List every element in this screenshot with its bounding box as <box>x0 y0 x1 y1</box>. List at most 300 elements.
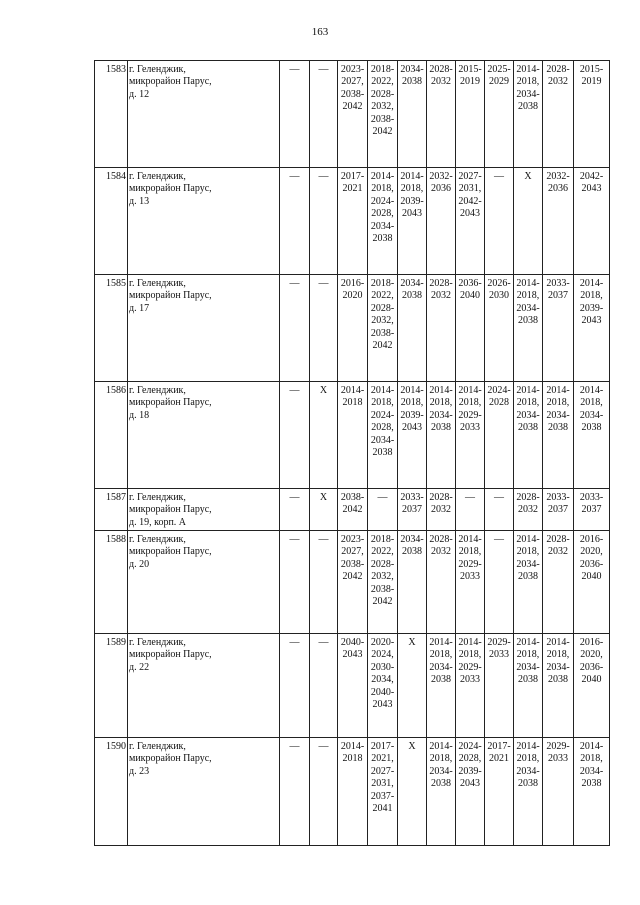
period-value: 2033 <box>489 649 509 661</box>
period-value: 2018, <box>580 753 603 765</box>
period-value: 2014- <box>546 637 570 648</box>
period-value: 2018, <box>516 290 540 302</box>
table-row <box>95 61 610 168</box>
period-value: 2022, <box>371 76 394 88</box>
period-value: 2018, <box>580 290 603 302</box>
period-value: 2031, <box>371 778 394 790</box>
period-value: 2038 <box>518 778 538 790</box>
housing-repair-table <box>94 60 610 846</box>
period-cell <box>338 531 368 634</box>
period-value: 2014- <box>340 385 365 396</box>
period-value: 2032 <box>518 504 538 516</box>
address-cell <box>128 382 280 489</box>
period-value: 2023- <box>340 534 365 545</box>
period-value: 2018, <box>546 397 570 409</box>
table-row <box>95 275 610 382</box>
period-value: 2036 <box>548 183 568 195</box>
period-cell <box>485 61 514 168</box>
period-value: 2029- <box>546 741 570 752</box>
period-value: 2032, <box>371 101 394 113</box>
period-value: 2033- <box>546 278 570 289</box>
period-cell <box>514 531 543 634</box>
period-value: 2038- <box>340 492 365 503</box>
address-line: г. Геленджик, <box>129 64 186 75</box>
period-cell <box>368 489 398 531</box>
period-value: 2029 <box>489 76 509 88</box>
period-value: 2034- <box>400 534 424 545</box>
address-line: микрорайон Парус, <box>129 649 212 661</box>
period-value: 2034- <box>400 64 424 75</box>
period-cell <box>427 489 456 531</box>
period-cell <box>310 738 338 846</box>
row-number: 1583 <box>95 61 128 168</box>
period-value: 2042 <box>372 126 393 138</box>
period-value: 2040- <box>370 686 395 698</box>
table-row <box>95 634 610 738</box>
period-value: 2040 <box>581 674 602 686</box>
address-line: г. Геленджик, <box>129 385 186 396</box>
period-value: 2032- <box>429 171 453 182</box>
address-line: микрорайон Парус, <box>129 397 212 409</box>
period-value: 2038 <box>402 290 422 302</box>
period-value: — <box>494 492 504 503</box>
period-value: 2036- <box>458 278 482 289</box>
period-value: 2014- <box>516 637 540 648</box>
period-value: 2014- <box>400 385 424 396</box>
period-cell <box>310 275 338 382</box>
period-cell <box>574 168 610 275</box>
period-value: — <box>318 64 329 75</box>
period-cell <box>398 168 427 275</box>
period-cell <box>574 634 610 738</box>
period-value: 2018, <box>516 546 540 558</box>
address-cell <box>128 738 280 846</box>
period-cell <box>280 738 310 846</box>
period-value: 2018, <box>458 649 482 661</box>
period-cell <box>485 634 514 738</box>
period-cell <box>398 634 427 738</box>
period-value: 2014- <box>429 637 453 648</box>
period-value: X <box>408 637 416 648</box>
table-row <box>95 382 610 489</box>
period-value: 2017- <box>487 741 511 752</box>
period-value: 2018, <box>429 753 453 765</box>
period-value: 2028- <box>546 64 570 75</box>
period-value: 2028, <box>371 208 394 220</box>
period-cell <box>368 382 398 489</box>
period-value: 2018, <box>546 649 570 661</box>
period-cell <box>456 168 485 275</box>
period-value: 2015- <box>579 64 604 75</box>
period-cell <box>543 275 574 382</box>
period-value: 2034- <box>546 409 570 421</box>
period-value: 2024- <box>487 385 511 396</box>
period-cell <box>398 382 427 489</box>
period-value: 2018, <box>458 397 482 409</box>
period-value: 2018- <box>370 64 395 75</box>
period-value: 2038 <box>518 571 538 583</box>
period-value: X <box>524 171 532 182</box>
period-cell <box>338 168 368 275</box>
address-line: д. 20 <box>129 558 150 570</box>
period-value: 2038- <box>340 558 365 570</box>
period-cell <box>514 489 543 531</box>
period-cell <box>427 634 456 738</box>
period-value: 2038 <box>548 422 568 434</box>
period-value: 2038 <box>431 778 451 790</box>
period-value: 2016- <box>340 278 365 289</box>
period-cell <box>514 738 543 846</box>
period-value: 2030- <box>370 661 395 673</box>
period-value: 2032 <box>548 76 568 88</box>
period-value: 2018, <box>371 183 394 195</box>
period-value: 2037 <box>402 504 422 516</box>
period-value: 2037 <box>548 504 568 516</box>
period-cell <box>574 531 610 634</box>
period-value: 2016- <box>579 637 604 648</box>
period-value: 2016- <box>579 534 604 545</box>
period-value: — <box>377 492 388 503</box>
period-value: — <box>318 741 329 752</box>
period-value: 2043 <box>402 422 422 434</box>
period-value: 2021, <box>371 753 394 765</box>
period-value: — <box>289 492 300 503</box>
period-value: 2014- <box>458 385 482 396</box>
period-cell <box>427 275 456 382</box>
period-value: 2018- <box>370 534 395 545</box>
table-row <box>95 168 610 275</box>
period-value: 2038 <box>372 233 393 245</box>
period-value: 2029- <box>458 661 482 673</box>
period-value: 2023- <box>340 64 365 75</box>
period-value: 2027- <box>458 171 482 182</box>
period-value: 2037- <box>370 790 395 802</box>
period-cell <box>280 61 310 168</box>
period-value: — <box>289 534 300 545</box>
period-value: 2014- <box>579 741 604 752</box>
period-value: 2038 <box>581 778 602 790</box>
period-value: 2043 <box>372 699 393 711</box>
period-cell <box>280 634 310 738</box>
period-value: — <box>289 637 300 648</box>
period-cell <box>280 275 310 382</box>
period-value: 2018- <box>370 278 395 289</box>
address-line: д. 13 <box>129 195 150 207</box>
period-value: 2014- <box>516 278 540 289</box>
period-value: 2042 <box>372 340 393 352</box>
period-cell <box>485 531 514 634</box>
period-value: 2042 <box>342 101 363 113</box>
address-line: г. Геленджик, <box>129 741 186 752</box>
address-line: д. 18 <box>129 409 150 421</box>
table-row <box>95 489 610 531</box>
address-cell <box>128 489 280 531</box>
period-value: 2032 <box>431 504 451 516</box>
period-value: 2032 <box>548 546 568 558</box>
period-value: 2018, <box>516 753 540 765</box>
period-value: 2024- <box>370 195 395 207</box>
period-cell <box>427 61 456 168</box>
period-value: 2018 <box>342 397 363 409</box>
period-value: 2020 <box>342 290 363 302</box>
period-cell <box>398 531 427 634</box>
period-cell <box>310 531 338 634</box>
period-value: 2040- <box>340 637 365 648</box>
period-value: 2018, <box>429 649 453 661</box>
period-value: 2038 <box>518 422 538 434</box>
period-value: 2028- <box>429 64 453 75</box>
period-value: — <box>494 534 504 545</box>
period-cell <box>456 634 485 738</box>
period-value: 2038- <box>370 113 395 125</box>
period-value: 2014- <box>340 741 365 752</box>
table-row <box>95 738 610 846</box>
period-value: 2028- <box>429 492 453 503</box>
period-cell <box>427 382 456 489</box>
address-line: микрорайон Парус, <box>129 546 212 558</box>
period-value: 2033 <box>548 753 568 765</box>
period-cell <box>543 738 574 846</box>
period-cell <box>514 634 543 738</box>
period-value: 2028- <box>370 302 395 314</box>
period-value: 2022, <box>371 546 394 558</box>
period-cell <box>310 168 338 275</box>
row-number: 1584 <box>95 168 128 275</box>
period-value: 2033- <box>400 492 424 503</box>
period-value: 2034- <box>516 558 540 570</box>
period-cell <box>338 489 368 531</box>
period-cell <box>485 738 514 846</box>
period-cell <box>543 531 574 634</box>
period-value: 2033- <box>579 492 604 503</box>
period-value: 2038 <box>518 674 538 686</box>
period-value: 2032- <box>546 171 570 182</box>
address-cell <box>128 61 280 168</box>
period-value: 2014- <box>458 637 482 648</box>
period-cell <box>514 382 543 489</box>
period-cell <box>456 382 485 489</box>
period-value: 2014- <box>516 64 540 75</box>
period-value: 2034- <box>516 409 540 421</box>
period-cell <box>368 634 398 738</box>
period-value: 2043 <box>460 778 480 790</box>
address-cell <box>128 531 280 634</box>
period-value: 2024, <box>371 649 394 661</box>
period-value: 2031, <box>458 183 482 195</box>
address-line: г. Геленджик, <box>129 492 186 503</box>
period-value: 2038- <box>340 88 365 100</box>
period-value: 2033 <box>460 422 480 434</box>
period-value: 2017- <box>370 741 395 752</box>
period-value: 2024- <box>370 409 395 421</box>
address-line: микрорайон Парус, <box>129 504 212 516</box>
period-cell <box>280 382 310 489</box>
period-value: X <box>408 741 416 752</box>
page-number: 163 <box>311 26 329 38</box>
period-cell <box>280 531 310 634</box>
address-line: микрорайон Парус, <box>129 76 212 88</box>
period-value: 2038 <box>372 447 393 459</box>
period-value: 2020, <box>580 649 603 661</box>
period-value: 2032, <box>371 315 394 327</box>
row-number: 1586 <box>95 382 128 489</box>
period-value: 2017- <box>340 171 365 182</box>
period-value: 2043 <box>460 208 480 220</box>
period-value: 2014- <box>370 385 395 396</box>
address-cell <box>128 168 280 275</box>
period-cell <box>398 275 427 382</box>
period-value: — <box>289 278 300 289</box>
period-cell <box>310 489 338 531</box>
period-value: — <box>494 171 504 182</box>
period-cell <box>574 489 610 531</box>
period-value: 2032, <box>371 571 394 583</box>
period-value: 2028- <box>429 534 453 545</box>
period-cell <box>485 168 514 275</box>
period-value: 2038- <box>370 583 395 595</box>
period-value: 2039- <box>579 302 604 314</box>
period-value: 2030 <box>489 290 509 302</box>
period-value: 2039- <box>400 409 424 421</box>
period-cell <box>574 61 610 168</box>
period-cell <box>368 168 398 275</box>
period-value: 2033 <box>460 674 480 686</box>
period-value: — <box>318 171 329 182</box>
period-cell <box>543 634 574 738</box>
period-value: 2028- <box>516 492 540 503</box>
period-value: 2018, <box>516 649 540 661</box>
period-value: X <box>319 385 328 396</box>
period-value: 2014- <box>429 741 453 752</box>
period-value: 2042 <box>372 596 393 608</box>
period-value: 2034- <box>429 409 453 421</box>
period-value: 2037 <box>548 290 568 302</box>
period-cell <box>514 275 543 382</box>
address-line: микрорайон Парус, <box>129 290 212 302</box>
period-value: 2039- <box>400 195 424 207</box>
period-value: 2034- <box>429 661 453 673</box>
period-cell <box>427 531 456 634</box>
period-value: 2038 <box>518 101 538 113</box>
period-value: 2034- <box>370 434 395 446</box>
period-value: 2043 <box>342 649 363 661</box>
period-cell <box>514 168 543 275</box>
period-cell <box>427 738 456 846</box>
period-value: 2029- <box>487 637 511 648</box>
period-cell <box>368 275 398 382</box>
period-value: 2038 <box>402 546 422 558</box>
period-cell <box>368 61 398 168</box>
period-value: 2033 <box>460 571 480 583</box>
period-value: 2018, <box>516 397 540 409</box>
table-row <box>95 531 610 634</box>
period-value: 2019 <box>581 76 602 88</box>
period-value: — <box>465 492 475 503</box>
period-cell <box>485 382 514 489</box>
row-number: 1587 <box>95 489 128 531</box>
address-line: г. Геленджик, <box>129 637 186 648</box>
period-cell <box>310 382 338 489</box>
period-value: 2034- <box>579 765 604 777</box>
period-value: 2018, <box>371 397 394 409</box>
period-value: 2028- <box>370 558 395 570</box>
period-value: 2034- <box>546 661 570 673</box>
period-value: 2018, <box>516 76 540 88</box>
period-value: 2042- <box>579 171 604 182</box>
period-value: 2022, <box>371 290 394 302</box>
period-value: 2025- <box>487 64 511 75</box>
period-value: 2028, <box>371 422 394 434</box>
period-value: 2034, <box>371 674 394 686</box>
period-value: — <box>318 534 329 545</box>
address-cell <box>128 634 280 738</box>
period-value: 2014- <box>429 385 453 396</box>
period-cell <box>543 61 574 168</box>
period-value: 2015- <box>458 64 482 75</box>
period-value: 2034- <box>516 302 540 314</box>
period-value: — <box>289 64 300 75</box>
period-cell <box>485 489 514 531</box>
period-value: 2042- <box>458 195 482 207</box>
period-value: 2028- <box>546 534 570 545</box>
period-cell <box>398 61 427 168</box>
period-cell <box>310 61 338 168</box>
period-value: 2034- <box>370 220 395 232</box>
period-value: 2038- <box>370 327 395 339</box>
period-value: 2032 <box>431 76 451 88</box>
address-line: микрорайон Парус, <box>129 183 212 195</box>
period-value: 2036- <box>579 661 604 673</box>
period-value: 2034- <box>516 765 540 777</box>
address-line: д. 22 <box>129 661 150 673</box>
period-cell <box>543 168 574 275</box>
period-value: 2029- <box>458 558 482 570</box>
period-value: 2019 <box>460 76 480 88</box>
period-value: 2014- <box>370 171 395 182</box>
period-value: 2038 <box>402 76 422 88</box>
period-value: 2021 <box>489 753 509 765</box>
period-value: 2018, <box>400 183 424 195</box>
period-cell <box>280 489 310 531</box>
address-line: д. 17 <box>129 302 150 314</box>
period-cell <box>368 738 398 846</box>
period-value: 2028- <box>429 278 453 289</box>
period-value: 2038 <box>431 422 451 434</box>
period-cell <box>485 275 514 382</box>
period-value: 2028 <box>489 397 509 409</box>
period-value: 2043 <box>402 208 422 220</box>
period-value: 2039- <box>458 765 482 777</box>
address-line: г. Геленджик, <box>129 171 186 182</box>
period-cell <box>574 382 610 489</box>
period-value: 2018, <box>458 546 482 558</box>
period-cell <box>427 168 456 275</box>
row-number: 1589 <box>95 634 128 738</box>
period-cell <box>338 61 368 168</box>
address-line: д. 23 <box>129 765 150 777</box>
period-value: 2021 <box>342 183 363 195</box>
period-cell <box>280 168 310 275</box>
period-value: 2020, <box>580 546 603 558</box>
period-value: 2029- <box>458 409 482 421</box>
period-cell <box>456 531 485 634</box>
period-cell <box>514 61 543 168</box>
period-value: 2040 <box>581 571 602 583</box>
period-value: 2034- <box>516 88 540 100</box>
period-value: — <box>289 385 300 396</box>
period-cell <box>398 738 427 846</box>
row-number: 1588 <box>95 531 128 634</box>
